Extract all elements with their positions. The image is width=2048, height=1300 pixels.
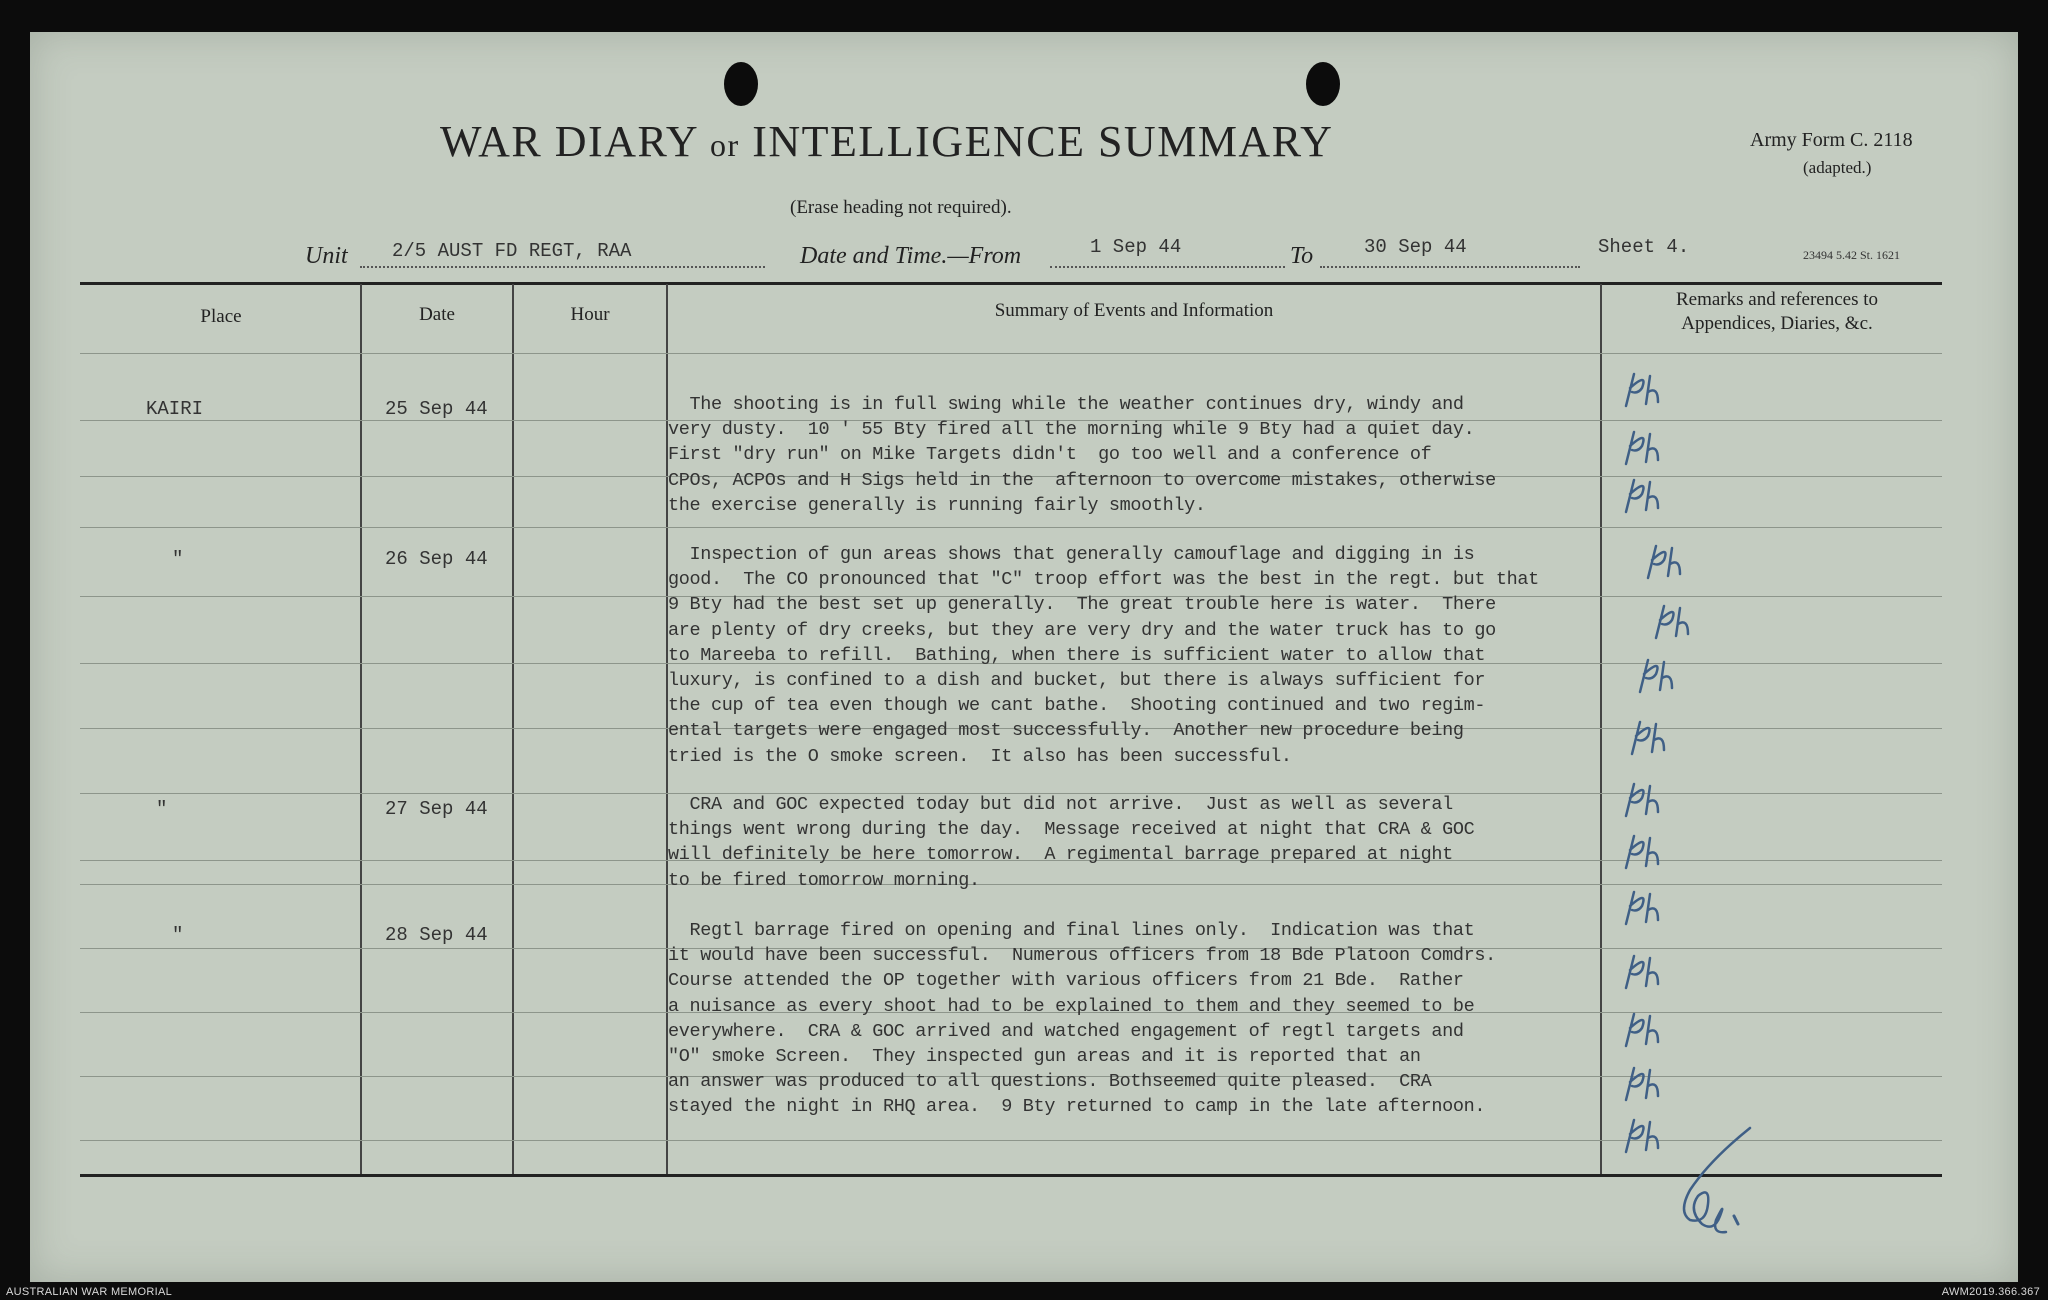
entry-summary: Regtl barrage fired on opening and final lines only. Indication was that it would have been successful. Numerous officers from 18 Bde Platoon Comdrs. Course attended the OP together with various officers from 21 Bde. Rather a nuisance as every shoot had to be explained to them and they seemed to be everywhere. CRA & GOC arrived and watched engagement of regtl targets and "O" smoke Screen. They inspected gun areas and it is reported that an an answer was produced to all questions. Bothseemed quite pleased. CRA stayed the night in RHQ area. 9 Bty returned to camp in the late afternoon. <box>668 920 1496 1118</box>
column-divider-place-date <box>360 284 362 1174</box>
footer-left-credit: AUSTRALIAN WAR MEMORIAL <box>6 1286 173 1298</box>
column-header-place: Place <box>200 306 242 327</box>
handwritten-initials <box>1618 426 1678 468</box>
from-dotted-line <box>1050 266 1285 268</box>
title-or: or <box>710 127 740 163</box>
title-intelligence-summary: INTELLIGENCE SUMMARY <box>752 117 1334 166</box>
handwritten-initials <box>1618 886 1678 928</box>
sheet-number: Sheet 4. <box>1598 236 1690 258</box>
remarks-header-line2: Appendices, Diaries, &c. <box>1681 313 1873 334</box>
entry-place: KAIRI <box>146 398 204 420</box>
column-header-date: Date <box>419 304 455 325</box>
ruled-line <box>80 527 1942 528</box>
erase-heading-note: (Erase heading not required). <box>790 197 1012 218</box>
entry-summary: The shooting is in full swing while the weather continues dry, windy and very dusty. 10 ' 55 Bty fired all the morning while 9 Bty had a quiet day. First "dry run" on Mike Targets didn't go too well and a conference of CPOs, ACPOs and H Sigs held in the afternoon to overcome mistakes, otherwise the exercise generally is running fairly smoothly. <box>668 394 1496 516</box>
entry-place: " <box>156 798 168 820</box>
ruled-line <box>80 353 1942 354</box>
title-war-diary: WAR DIARY <box>440 117 698 166</box>
column-divider-date-hour <box>512 284 514 1174</box>
entry-date: 26 Sep 44 <box>385 548 488 570</box>
entry-date: 28 Sep 44 <box>385 924 488 946</box>
form-adapted-note: (adapted.) <box>1803 158 1872 177</box>
document-title <box>440 116 1440 167</box>
entry-place: " <box>172 548 184 570</box>
to-date-value: 30 Sep 44 <box>1364 236 1467 258</box>
handwritten-signature <box>1650 1120 1780 1240</box>
entry-place: " <box>172 924 184 946</box>
entry-date: 27 Sep 44 <box>385 798 488 820</box>
entry-summary: Inspection of gun areas shows that generally camouflage and digging in is good. The CO pronounced that "C" troop effort was the best in the regt. but that 9 Bty had the best set up generally. The great trouble here is water. There are plenty of dry creeks, but they are very dry and the water truck has to go to Mareeba to refill. Bathing, when there is sufficient water to allow that luxury, is confined to a dish and bucket, but there is always sufficient for the cup of tea even though we cant bathe. Shooting continued and two regim- ental targets were engaged most successfully. Another new procedure being tried is the O smoke screen. It also has been successful. <box>668 544 1539 767</box>
column-header-hour: Hour <box>570 304 610 325</box>
to-dotted-line <box>1320 266 1580 268</box>
handwritten-initials <box>1618 778 1678 820</box>
print-code: 23494 5.42 St. 1621 <box>1803 248 1901 262</box>
column-header-remarks <box>1612 288 1942 336</box>
handwritten-initials <box>1624 716 1684 758</box>
date-time-from-label: Date and Time.—From <box>800 243 1022 269</box>
punch-hole-right <box>1306 62 1340 106</box>
handwritten-initials <box>1618 1062 1678 1104</box>
handwritten-initials <box>1632 654 1692 696</box>
handwritten-initials <box>1648 600 1708 642</box>
from-date-value: 1 Sep 44 <box>1090 236 1182 258</box>
column-header-summary: Summary of Events and Information <box>994 300 1274 321</box>
handwritten-initials <box>1640 540 1700 582</box>
remarks-header-line1: Remarks and references to <box>1675 289 1879 310</box>
handwritten-initials <box>1618 950 1678 992</box>
footer-accession-number: AWM2019.366.367 <box>1941 1286 2040 1298</box>
entry-summary: CRA and GOC expected today but did not arrive. Just as well as several things went wrong during the day. Message received at night that CRA & GOC will definitely be here tomorrow. A regimental barrage prepared at night to be fired tomorrow morning. <box>668 794 1475 891</box>
handwritten-initials <box>1618 830 1678 872</box>
army-form-number: Army Form C. 2118 <box>1750 129 1913 151</box>
unit-label: Unit <box>305 243 348 269</box>
handwritten-initials <box>1618 1008 1678 1050</box>
handwritten-initials <box>1618 368 1678 410</box>
unit-value: 2/5 AUST FD REGT, RAA <box>392 240 632 262</box>
unit-dotted-line <box>360 266 765 268</box>
entry-date: 25 Sep 44 <box>385 398 488 420</box>
to-label: To <box>1290 243 1314 269</box>
punch-hole-left <box>724 62 758 106</box>
handwritten-initials <box>1618 474 1678 516</box>
